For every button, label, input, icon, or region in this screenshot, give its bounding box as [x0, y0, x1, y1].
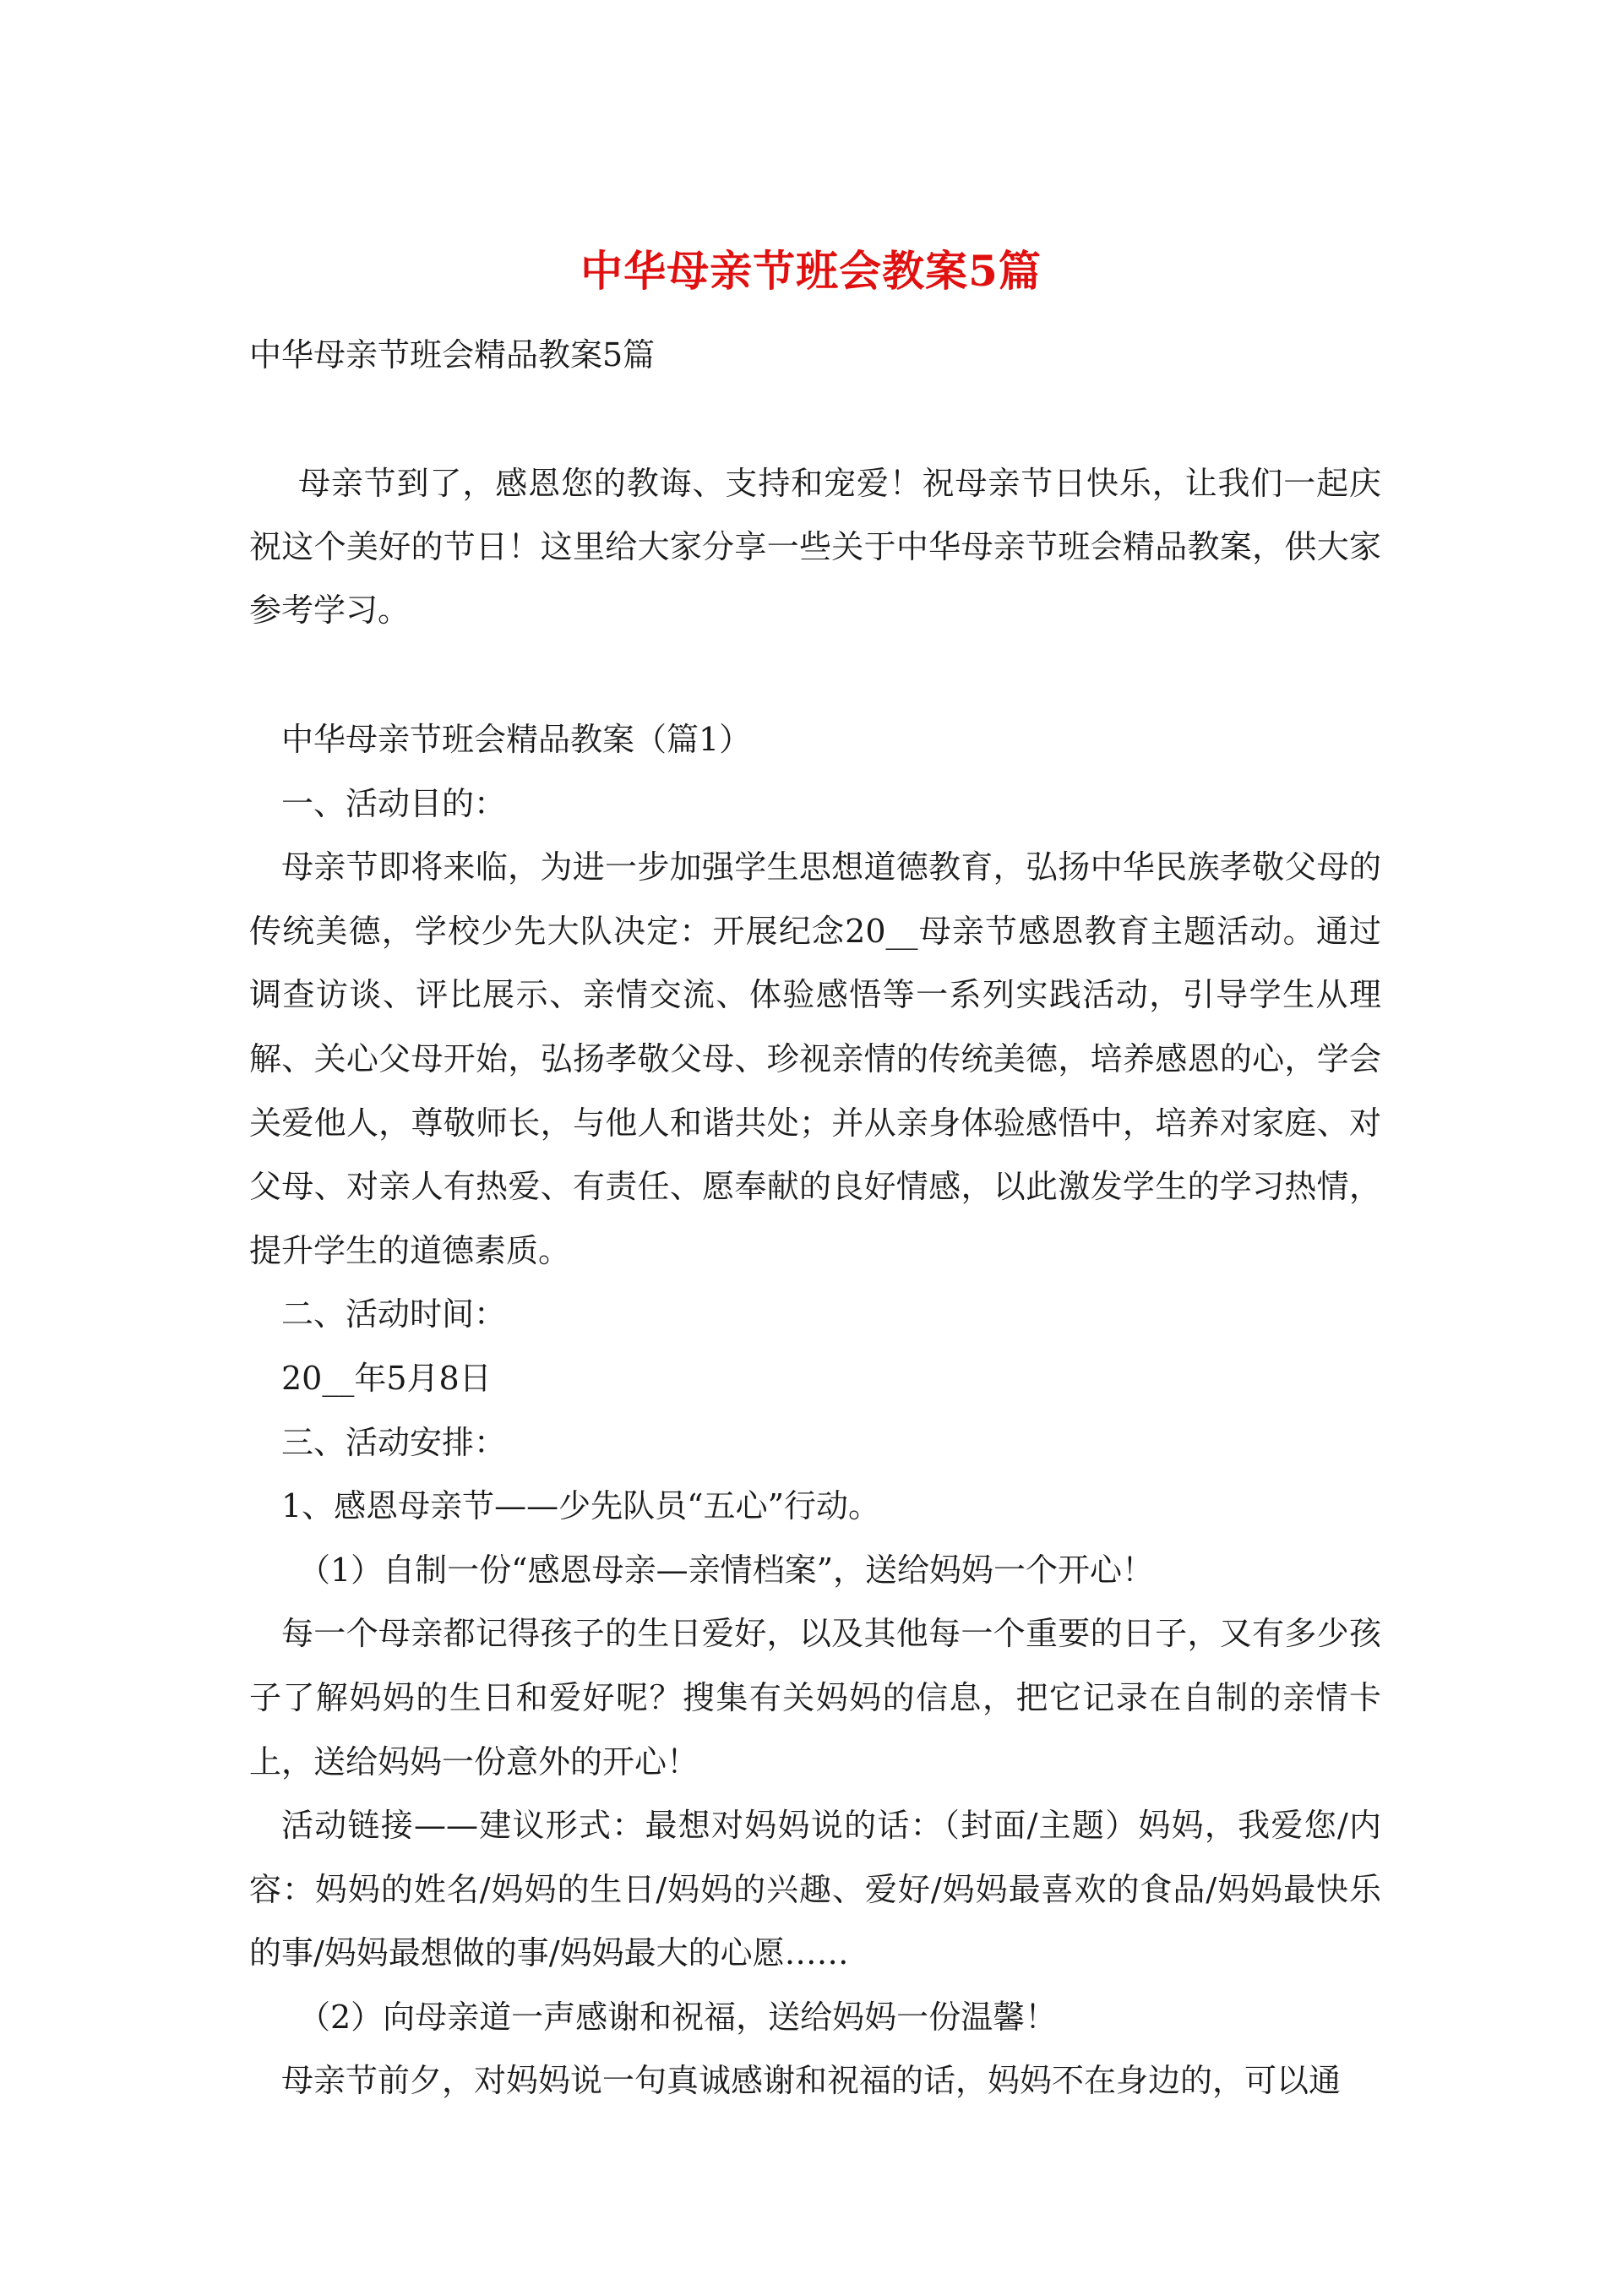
body-paragraph: 母亲节即将来临，为进一步加强学生思想道德教育，弘扬中华民族孝敬父母的传统美德，学校少先大队决定：开展纪念20__母亲节感恩教育主题活动。通过调查访谈、评比展示、亲情交流、体验感悟等一系列实践活动，引导学生从理解、关心父母开始，弘扬孝敬父母、珍视亲情的传统美德，培养感恩的心，学会关爱他人，尊敬师长，与他人和谐共处；并从亲身体验感悟中，培养对家庭、对父母、对亲人有热爱、有责任、愿奉献的良好情感，以此激发学生的学习热情，提升学生的道德素质。: [249, 848, 1381, 1269]
body-paragraph: 20__年5月8日: [281, 1359, 492, 1397]
section-heading: 三、活动安排：: [281, 1423, 507, 1461]
body-paragraph: 母亲节前夕，对妈妈说一句真诚感谢和祝福的话，妈妈不在身边的，可以通: [281, 2062, 1342, 2100]
section-heading: 中华母亲节班会精品教案（篇1）: [281, 721, 752, 758]
intro-paragraph: 母亲节到了，感恩您的教诲、支持和宠爱！祝母亲节日快乐，让我们一起庆祝这个美好的节日！这里给大家分享一些关于中华母亲节班会精品教案，供大家参考学习。: [249, 465, 1381, 629]
body-paragraph: 每一个母亲都记得孩子的生日爱好，以及其他每一个重要的日子，又有多少孩子了解妈妈的生日和爱好呢？搜集有关妈妈的信息，把它记录在自制的亲情卡上，送给妈妈一份意外的开心！: [249, 1615, 1381, 1781]
document-title: 中华母亲节班会教案5篇: [580, 246, 1042, 296]
body-paragraph: 1、感恩母亲节——少先队员“五心”行动。: [281, 1487, 881, 1525]
section-heading: 二、活动时间：: [281, 1295, 507, 1333]
lesson-plan-content: [249, 708, 1381, 2113]
body-paragraph: 活动链接——建议形式：最想对妈妈说的话：（封面/主题）妈妈，我爱您/内容：妈妈的姓名/妈妈的生日/妈妈的兴趣、爱好/妈妈最喜欢的食品/妈妈最快乐的事/妈妈最想做的事/妈妈最大的心愿……: [249, 1807, 1381, 1972]
section-heading: 一、活动目的：: [281, 784, 507, 822]
document-subtitle: 中华母亲节班会精品教案5篇: [249, 336, 656, 374]
sub-item: （1）自制一份“感恩母亲—亲情档案”，送给妈妈一个开心！: [298, 1551, 1155, 1589]
sub-item: （2）向母亲道一声感谢和祝福，送给妈妈一份温馨！: [298, 1998, 1058, 2036]
